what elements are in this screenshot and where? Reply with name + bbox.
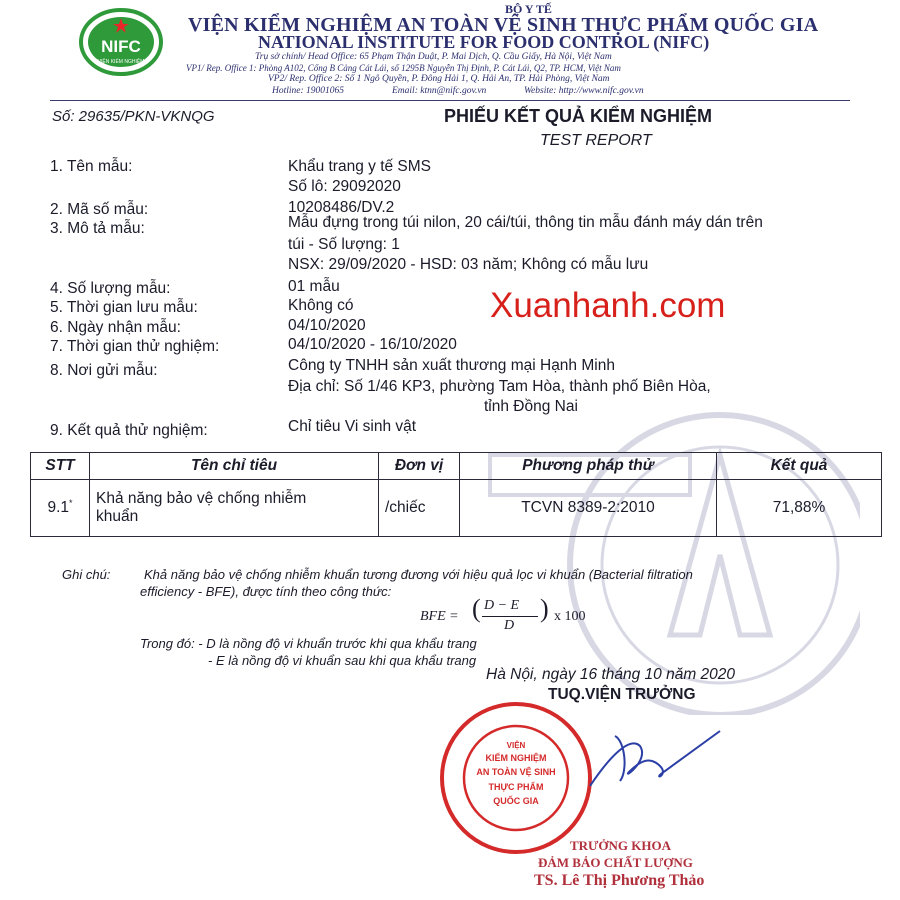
official-red-stamp <box>436 698 596 858</box>
cell-indicator <box>90 480 379 537</box>
field-7-label: 7. Thời gian thử nghiệm: <box>50 338 220 355</box>
formula-fraction-bar <box>482 616 538 617</box>
field-8-label: 8. Nơi gửi mẫu: <box>50 362 158 379</box>
field-6-label: 6. Ngày nhận mẫu: <box>50 319 181 336</box>
formula-denominator: D <box>504 618 515 633</box>
signature-authority: TUQ.VIỆN TRƯỞNG <box>548 686 696 703</box>
email: Email: ktnn@nifc.gov.vn <box>392 86 487 96</box>
hotline: Hotline: 19001065 <box>272 86 345 96</box>
cell-result: 71,88% <box>717 480 882 537</box>
head-name: TS. Lê Thị Phương Thảo <box>534 872 705 889</box>
head-title-1: TRƯỞNG KHOA <box>570 838 671 853</box>
rep-office-2-address: VP2/ Rep. Office 2: Số 1 Ngô Quyền, P. Đông Hải 1, Q. Hải An, TP. Hải Phòng, Việt Nam <box>268 74 610 84</box>
stamp-line-1: VIỆN <box>506 741 526 750</box>
notes-label: Ghi chú: <box>62 567 111 582</box>
ministry-name: BỘ Y TẾ <box>505 2 552 16</box>
logo-subtext: VIỆN KIỂM NGHIỆM <box>97 59 145 65</box>
field-7-value: 04/10/2020 - 16/10/2020 <box>288 336 457 353</box>
header-indicator: Tên chỉ tiêu <box>90 453 379 480</box>
row-stt: 9.1 <box>47 499 70 517</box>
results-table <box>30 452 882 537</box>
field-3-label: 3. Mô tả mẫu: <box>50 220 145 237</box>
table-header-row <box>31 453 882 480</box>
field-8-line-3: tỉnh Đồng Nai <box>484 398 578 415</box>
formula-paren-close: ) <box>540 594 549 623</box>
header-unit: Đơn vị <box>379 453 460 480</box>
head-office-address: Trụ sở chính/ Head Office: 65 Phạm Thận Duật, P. Mai Dịch, Q. Cầu Giấy, Hà Nội, Việt Nam <box>255 52 612 62</box>
logo-text: NIFC <box>101 37 141 56</box>
header-result: Kết quả <box>717 453 882 480</box>
document-title-en: TEST REPORT <box>540 132 652 149</box>
cell-method: TCVN 8389-2:2010 <box>460 480 717 537</box>
field-2-value: 10208486/DV.2 <box>288 199 395 216</box>
header-method: Phương pháp thử <box>460 453 717 480</box>
institute-name-en: NATIONAL INSTITUTE FOR FOOD CONTROL (NIFC) <box>258 32 710 52</box>
field-1-lot: Số lô: 29092020 <box>288 178 401 195</box>
website: Website: http://www.nifc.gov.vn <box>524 86 644 96</box>
row-stt-mark: * <box>69 498 73 509</box>
stamp-line-2: KIỂM NGHIỆM <box>485 753 547 763</box>
stamp-line-3: AN TOÀN VỆ SINH <box>476 767 556 777</box>
field-9-value: Chỉ tiêu Vi sinh vật <box>288 418 417 435</box>
row-indicator-line-2: khuẩn <box>96 508 139 525</box>
row-indicator-line-1: Khả năng bảo vệ chống nhiễm <box>96 490 307 507</box>
field-3-line-3: NSX: 29/09/2020 - HSD: 03 năm; Không có mẫu lưu <box>288 256 649 273</box>
cell-stt <box>31 480 90 537</box>
notes-where-d: Trong đó: - D là nồng độ vi khuẩn trước khi qua khẩu trang <box>140 636 477 651</box>
document-title-vn: PHIẾU KẾT QUẢ KIỂM NGHIỆM <box>444 106 713 126</box>
field-5-label: 5. Thời gian lưu mẫu: <box>50 299 198 316</box>
field-6-value: 04/10/2020 <box>288 317 366 334</box>
stamp-line-4: THỰC PHẨM <box>488 782 544 792</box>
field-4-value: 01 mẫu <box>288 278 340 295</box>
field-8-line-2: Địa chỉ: Số 1/46 KP3, phường Tam Hòa, thành phố Biên Hòa, <box>288 378 711 395</box>
cell-unit: /chiếc <box>379 480 460 537</box>
field-3-line-2: túi - Số lượng: 1 <box>288 236 400 253</box>
header-stt: STT <box>31 453 90 480</box>
formula-rhs: x 100 <box>554 609 586 624</box>
notes-line-1: Khả năng bảo vệ chống nhiễm khuẩn tương đương với hiệu quả lọc vi khuẩn (Bacterial filtration <box>144 567 693 582</box>
head-title-2: ĐẢM BẢO CHẤT LƯỢNG <box>538 855 693 870</box>
signature-date: Hà Nội, ngày 16 tháng 10 năm 2020 <box>486 666 736 683</box>
field-8-line-1: Công ty TNHH sản xuất thương mại Hạnh Minh <box>288 357 615 374</box>
nifc-logo <box>78 8 164 76</box>
formula-lhs: BFE = <box>420 609 459 624</box>
stamp-line-5: QUỐC GIA <box>493 796 539 806</box>
formula-numerator: D − E <box>484 598 520 613</box>
field-3-line-1: Mẫu đựng trong túi nilon, 20 cái/túi, thông tin mẫu đánh máy dán trên <box>288 214 763 231</box>
field-4-label: 4. Số lượng mẫu: <box>50 280 171 297</box>
institute-name-vn: VIỆN KIỂM NGHIỆM AN TOÀN VỆ SINH THỰC PHẨM QUỐC GIA <box>188 14 819 36</box>
signature-scribble <box>580 716 730 796</box>
rep-office-1-address: VP1/ Rep. Office 1: Phòng A102, Cổng B Cảng Cát Lái, số 1295B Nguyễn Thị Định, P. Cát Lái, Q2, TP. HCM, Việt Nam <box>186 63 621 73</box>
header-divider <box>50 100 850 101</box>
field-5-value: Không có <box>288 297 354 314</box>
document-number: Số: 29635/PKN-VKNQG <box>52 108 215 125</box>
field-1-value: Khẩu trang y tế SMS <box>288 158 432 175</box>
notes-where-e: - E là nồng độ vi khuẩn sau khi qua khẩu trang <box>208 653 477 668</box>
website-watermark: Xuanhanh.com <box>490 286 726 325</box>
formula-paren-open: ( <box>472 594 481 623</box>
table-row <box>31 480 882 537</box>
field-1-label: 1. Tên mẫu: <box>50 158 133 175</box>
field-2-label: 2. Mã số mẫu: <box>50 201 149 218</box>
notes-line-2: efficiency - BFE), được tính theo công thức: <box>140 584 392 599</box>
field-9-label: 9. Kết quả thử nghiệm: <box>50 422 208 439</box>
